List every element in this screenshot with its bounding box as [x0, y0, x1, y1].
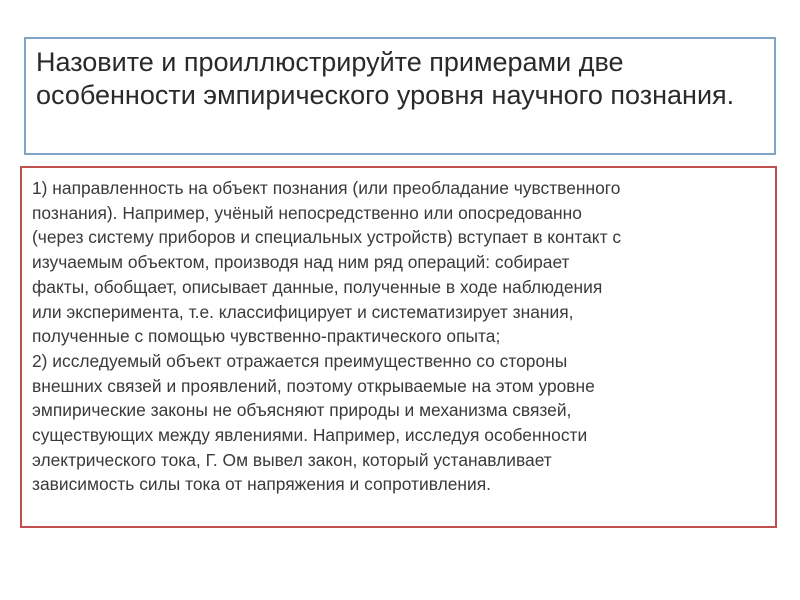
answer-point-1: 1) направленность на объект познания (или преобладание чувственного познания). Например, учёный непосредственно или опосредованно (через систему приборов и специальных устройств) вступает в контакт с изучаемым объектом, производя над ним ряд операций: собирает факты, обобщает, описывает данные, полученные в ходе наблюдения или эксперимента, т.е. классифицирует и систематизирует знания, полученные с помощью чувственно-практического опыта;	[32, 178, 622, 347]
answer-box	[20, 166, 777, 528]
question-text: Назовите и проиллюстрируйте примерами две особенности эмпирического уровня научного познания.	[36, 47, 735, 110]
question-box	[24, 37, 776, 155]
answer-point-2: 2) исследуемый объект отражается преимущественно со стороны внешних связей и проявлений, поэтому открываемые на этом уровне эмпирические законы не объясняют природы и механизма связей, существующих между явлениями. Например, исследуя особенности электрического тока, Г. Ом вывел закон, который устанавливает зависимость силы тока от напряжения и сопротивления.	[32, 350, 595, 495]
